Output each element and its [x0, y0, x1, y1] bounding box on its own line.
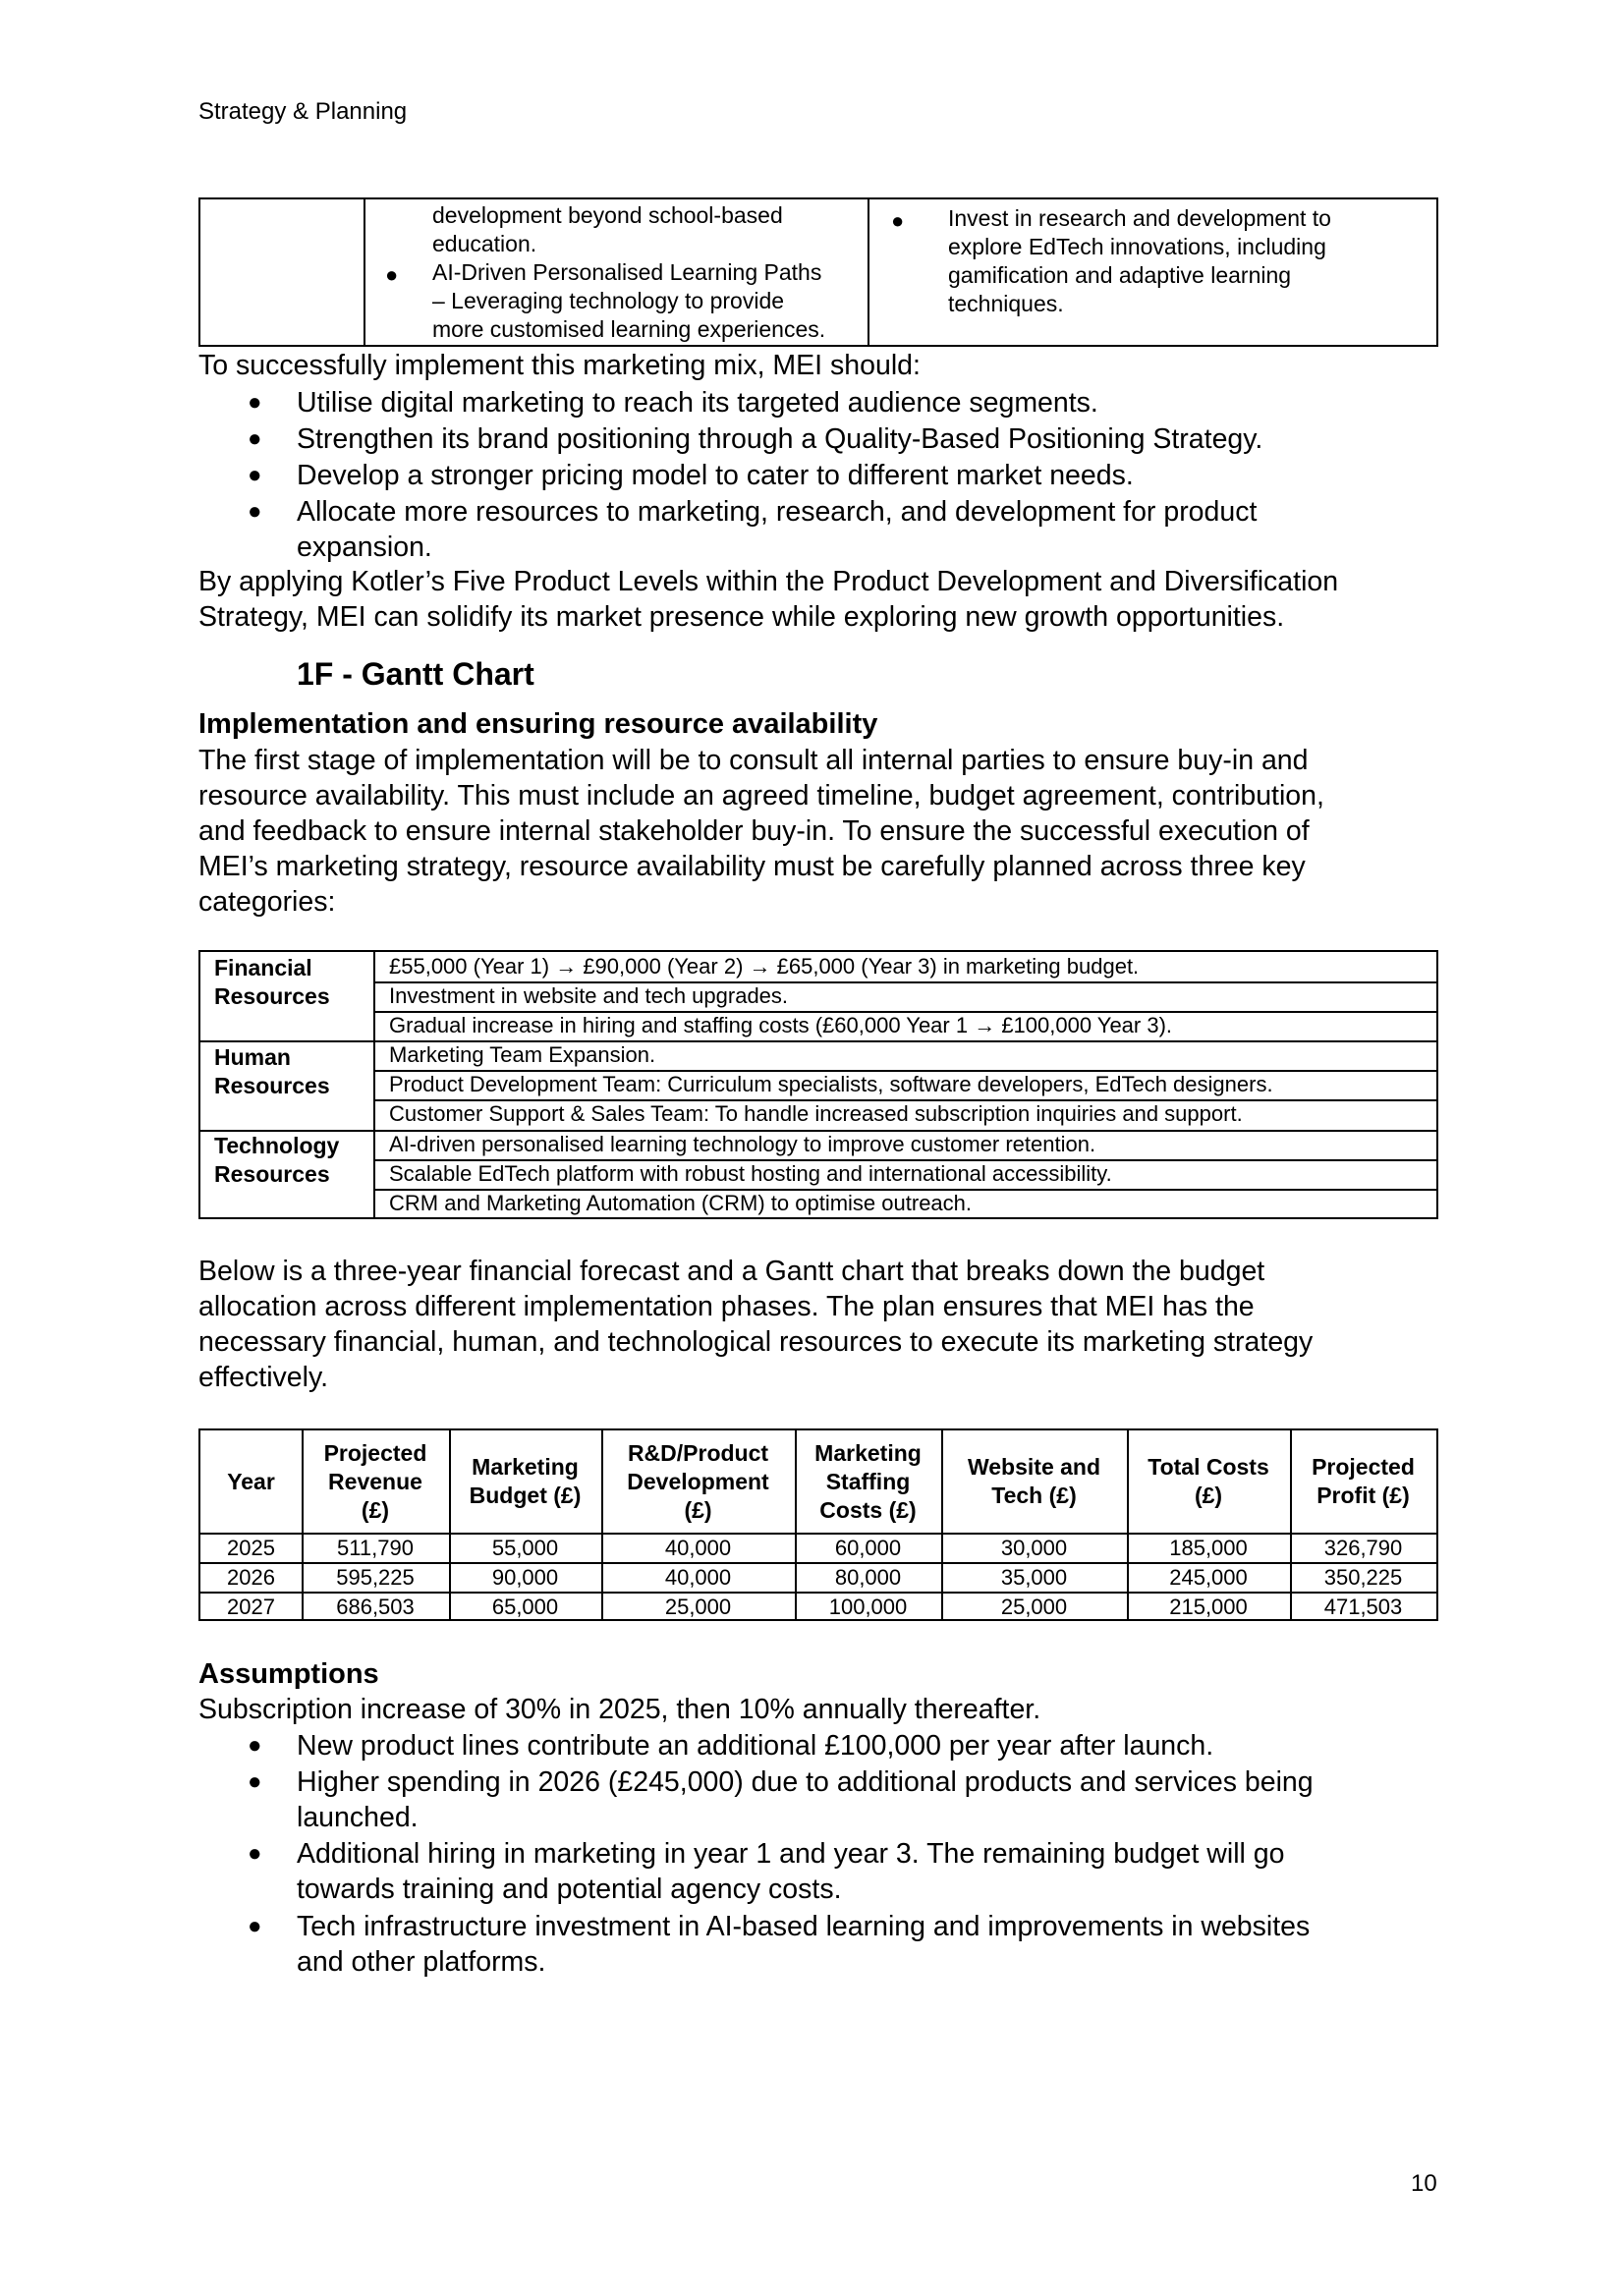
text-line: categories: — [198, 886, 336, 918]
text-line: towards training and potential agency costs. — [297, 1874, 842, 1905]
table-cell: 100,000 — [828, 1595, 908, 1619]
text-line: and other platforms. — [297, 1946, 546, 1978]
kotler-paragraph — [198, 564, 1446, 635]
continuation-table — [198, 197, 1438, 347]
table-cell: 35,000 — [1000, 1565, 1068, 1590]
resource-category — [200, 1130, 375, 1218]
table-cell: 245,000 — [1169, 1565, 1248, 1590]
list-item-text: Utilise digital marketing to reach its targeted audience segments. — [297, 387, 1098, 419]
text-line: By applying Kotler’s Five Product Levels within the Product Development and Diversification — [198, 566, 1339, 597]
section-heading: 1F - Gantt Chart — [297, 656, 534, 692]
list-item-text — [297, 1764, 1446, 1835]
resource-item: £55,000 (Year 1) → £90,000 (Year 2) → £65,000 (Year 3) in marketing budget. — [389, 954, 1140, 979]
table-cell: 2027 — [227, 1595, 275, 1619]
bullet-icon: ● — [248, 389, 262, 416]
text-line: gamification and adaptive learning — [948, 262, 1292, 288]
table-cell: 60,000 — [834, 1536, 902, 1560]
table-cell: 185,000 — [1169, 1536, 1248, 1560]
bullet-icon: ● — [248, 1732, 262, 1759]
text-line: Human — [214, 1043, 291, 1070]
resource-item: Gradual increase in hiring and staffing costs (£60,000 Year 1 → £100,000 Year 3). — [389, 1013, 1173, 1037]
list-item-text: New product lines contribute an additional £100,000 per year after launch. — [297, 1730, 1214, 1762]
bullet-icon: ● — [891, 208, 905, 233]
text-line: development beyond school-based — [432, 202, 783, 228]
text-line: explore EdTech innovations, including — [948, 234, 1326, 259]
table-cell: 55,000 — [491, 1536, 559, 1560]
resource-item: AI-driven personalised learning technology to improve customer retention. — [389, 1132, 1096, 1156]
page-number: 10 — [1411, 2170, 1437, 2197]
text-line: Resources — [214, 1072, 330, 1098]
text-line: Resources — [214, 1161, 330, 1187]
table-cell: 595,225 — [336, 1565, 415, 1590]
resource-category — [200, 952, 375, 1041]
bullet-icon: ● — [248, 1913, 262, 1939]
text-line: Higher spending in 2026 (£245,000) due to additional products and services being — [297, 1766, 1314, 1798]
text-line: effectively. — [198, 1362, 329, 1393]
table-cell: 90,000 — [491, 1565, 559, 1590]
subheading: Implementation and ensuring resource availability — [198, 708, 878, 740]
header-line: Costs (£) — [819, 1496, 917, 1523]
text-line: Resources — [214, 983, 330, 1009]
list-item-text — [297, 494, 1446, 565]
assumptions-intro: Subscription increase of 30% in 2025, then 10% annually thereafter. — [198, 1694, 1041, 1725]
text-line: Invest in research and development to — [948, 205, 1331, 231]
bullet-icon: ● — [248, 462, 262, 488]
header-line: Revenue — [328, 1468, 422, 1494]
text-line: Below is a three-year financial forecast and a Gantt chart that breaks down the budget — [198, 1256, 1265, 1287]
header-line: Staffing — [825, 1468, 911, 1494]
table-cell: 65,000 — [491, 1595, 559, 1619]
header-line: Year — [227, 1468, 275, 1494]
text-line: and feedback to ensure internal stakeholder buy-in. To ensure the successful execution of — [198, 815, 1310, 847]
text-line: more customised learning experiences. — [432, 316, 826, 342]
header-line: Tech (£) — [991, 1483, 1077, 1508]
header-line: (£) — [684, 1496, 712, 1523]
page-header: Strategy & Planning — [198, 98, 408, 125]
header-line: Projected — [1312, 1454, 1415, 1480]
table-cell: 40,000 — [664, 1565, 732, 1590]
bullet-icon: ● — [385, 262, 399, 287]
table-cell: 2026 — [227, 1565, 275, 1590]
text-line: Tech infrastructure investment in AI-based learning and improvements in websites — [297, 1911, 1311, 1942]
bullet-text — [948, 204, 1331, 318]
header-line: Development — [627, 1468, 769, 1494]
header-line: (£) — [361, 1496, 390, 1523]
table-cell: 25,000 — [664, 1595, 732, 1619]
bullet-icon: ● — [248, 498, 262, 525]
table-cell: 511,790 — [337, 1536, 414, 1560]
table-cell: 326,790 — [1323, 1536, 1403, 1560]
resource-category — [200, 1041, 375, 1131]
text-line: AI-Driven Personalised Learning Paths — [432, 259, 822, 285]
resource-item: Product Development Team: Curriculum specialists, software developers, EdTech designers. — [389, 1072, 1273, 1096]
resource-item: Scalable EdTech platform with robust hosting and international accessibility. — [389, 1161, 1112, 1186]
table-cell: 215,000 — [1169, 1595, 1248, 1619]
text-line: The first stage of implementation will be to consult all internal parties to ensure buy-in and — [198, 745, 1309, 776]
resource-item: CRM and Marketing Automation (CRM) to optimise outreach. — [389, 1191, 973, 1215]
header-line: Budget (£) — [469, 1483, 582, 1508]
forecast-paragraph — [198, 1254, 1446, 1395]
header-line: R&D/Product — [627, 1439, 769, 1466]
text-line: launched. — [297, 1802, 419, 1833]
header-line: Marketing — [472, 1454, 579, 1480]
column-header — [795, 1430, 941, 1533]
bullet-text — [432, 258, 825, 344]
assumptions-heading: Assumptions — [198, 1658, 379, 1690]
table-cell: 686,503 — [336, 1595, 415, 1619]
header-line: Marketing — [814, 1439, 922, 1466]
bullet-icon: ● — [248, 1768, 262, 1795]
text-line: techniques. — [948, 291, 1064, 316]
resource-item: Marketing Team Expansion. — [389, 1042, 656, 1067]
header-line: Profit (£) — [1316, 1483, 1410, 1508]
bullet-icon: ● — [248, 425, 262, 452]
list-item-text: Develop a stronger pricing model to cater to different market needs. — [297, 460, 1134, 491]
list-item-text — [297, 1909, 1446, 1980]
list-item-text — [297, 1836, 1446, 1907]
column-header — [449, 1430, 601, 1533]
table-cell: 2025 — [227, 1536, 275, 1560]
header-line: Total Costs — [1148, 1454, 1269, 1480]
table-cell: 25,000 — [1000, 1595, 1068, 1619]
table-cell: 80,000 — [834, 1565, 902, 1590]
column-header — [941, 1430, 1127, 1533]
table-cell: 30,000 — [1000, 1536, 1068, 1560]
text-line: necessary financial, human, and technological resources to execute its marketing strategy — [198, 1326, 1314, 1358]
intro-text: To successfully implement this marketing mix, MEI should: — [198, 350, 921, 381]
header-line: (£) — [1194, 1483, 1223, 1508]
implementation-paragraph — [198, 743, 1446, 920]
text-line: resource availability. This must include an agreed timeline, budget agreement, contribution, — [198, 780, 1324, 812]
list-item-text: Strengthen its brand positioning through a Quality-Based Positioning Strategy. — [297, 423, 1263, 455]
column-header — [200, 1430, 302, 1533]
table-cell-strategy — [869, 199, 1436, 345]
resource-item: Investment in website and tech upgrades. — [389, 983, 789, 1008]
text-line: Allocate more resources to marketing, research, and development for product — [297, 496, 1258, 528]
table-cell-products — [365, 199, 869, 345]
text-line: MEI’s marketing strategy, resource availability must be carefully planned across three key — [198, 851, 1306, 882]
table-cell: 471,503 — [1323, 1595, 1403, 1619]
table-cell: 40,000 — [664, 1536, 732, 1560]
text-line: Strategy, MEI can solidify its market presence while exploring new growth opportunities. — [198, 601, 1285, 633]
resource-item: Customer Support & Sales Team: To handle increased subscription inquiries and support. — [389, 1101, 1243, 1126]
column-header — [1127, 1430, 1290, 1533]
header-line: Projected — [323, 1439, 427, 1466]
text-line: – Leveraging technology to provide — [432, 288, 785, 313]
resources-table — [198, 950, 1438, 1219]
text-line: expansion. — [297, 532, 432, 563]
financial-forecast-table — [198, 1428, 1438, 1621]
text-line: Technology — [214, 1133, 340, 1158]
column-header — [302, 1430, 449, 1533]
text-line: Financial — [214, 955, 312, 980]
header-line: Website and — [967, 1454, 1101, 1480]
table-cell: 350,225 — [1323, 1565, 1403, 1590]
text-line: allocation across different implementation phases. The plan ensures that MEI has the — [198, 1291, 1255, 1322]
text-line: education. — [432, 231, 537, 256]
cell-text — [432, 201, 783, 258]
table-cell-empty — [200, 199, 365, 345]
column-header — [1290, 1430, 1436, 1533]
column-header — [601, 1430, 795, 1533]
bullet-icon: ● — [248, 1840, 262, 1867]
text-line: Additional hiring in marketing in year 1 and year 3. The remaining budget will go — [297, 1838, 1285, 1870]
